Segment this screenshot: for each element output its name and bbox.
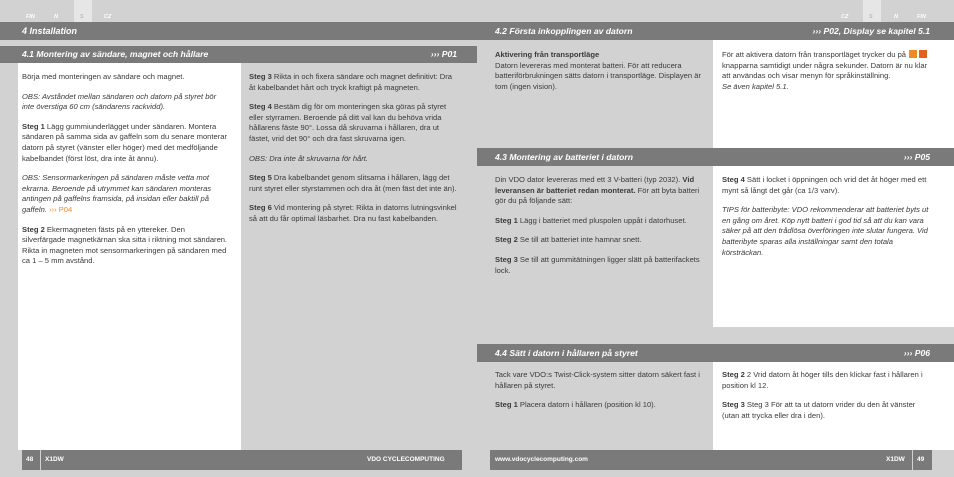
- step-1: Steg 1 Placera datorn i hållaren (position kl 10).: [495, 400, 656, 410]
- step-4: Steg 4 Bestäm dig för om monteringen ska göras på styret eller styrramen. Beroende på ditt val kan du behöva vrida hållarens fäste 90°. Lossa då skruvarna i hållaren, dra ut fästet, vrid det 90° och dra fast skruvarna igen.: [249, 102, 447, 143]
- note: OBS: Avståndet mellan sändaren och datorn på styret bör inte överstiga 60 cm (sändarens rackvidd).: [22, 91, 217, 112]
- step-4: Steg 4 Sätt i locket i öppningen och vrid det åt höger med ett mynt så långt det går (ca 1/3 varv).: [722, 175, 927, 195]
- website-link[interactable]: www.vdocyclecomputing.com: [495, 456, 588, 463]
- lang-s: S: [80, 14, 84, 20]
- note: OBS: Sensormarkeringen på sändaren måste vetta mot ekrarna. Beroende på utrymmet kan sändaren monteras antingen på gaffelns framsida, på insidan eller baktill på gaffeln. ››› P04: [22, 173, 212, 214]
- tip: TIPS för batteribyte: VDO rekommenderar att batteriet byts ut en gång om året. Köp nytt batteri i god tid så att du kan vara säker på att den trådlösa överföringen inte slutar fungera. Vid batteribyte sparas alla inställningar samt den totala körsträckan.: [722, 205, 929, 257]
- lang-cz: CZ: [841, 14, 849, 20]
- section-ref: ››› P01: [430, 49, 457, 59]
- lang-n: N: [54, 14, 58, 20]
- section-title: 4.2 Första inkopplingen av datorn: [495, 26, 633, 36]
- section-title: 4.3 Montering av batteriet i datorn: [495, 152, 633, 162]
- page-number-left: 48: [26, 456, 34, 463]
- section-header-4-1: [0, 46, 477, 63]
- button-icon: [919, 50, 927, 58]
- section-title: 4.1 Montering av sändare, magnet och hållare: [22, 49, 209, 59]
- section-header-4-4: [477, 344, 954, 362]
- step-2: Steg 2 Se till att batteriet inte hamnar snett.: [495, 235, 642, 245]
- left-column-1: [22, 72, 230, 276]
- model-left: X1DW: [45, 456, 64, 463]
- lang-fin: FIN: [26, 14, 35, 20]
- left-column-2: [249, 72, 459, 234]
- step-3: Steg 3 Se till att gummitätningen ligger slätt på batterifackets lock.: [495, 254, 700, 275]
- subheading: Aktivering från transportläge: [495, 50, 600, 59]
- section-header-4-3: [477, 148, 954, 166]
- lang-s: S: [869, 14, 873, 20]
- top-language-bar-right: [477, 0, 954, 22]
- section-ref: ››› P06: [903, 348, 930, 358]
- step-5: Steg 5 Dra kabelbandet genom slitsarna i hållaren, lägg det runt styret eller styrstammen och dra åt (men fäst det inte än).: [249, 173, 457, 193]
- lang-n: N: [894, 14, 898, 20]
- brand: VDO CYCLECOMPUTING: [367, 456, 445, 463]
- step-2: Steg 2 2 Vrid datorn åt höger tills den klickar fast i hållaren i position kl 12.: [722, 370, 923, 390]
- paragraph: Börja med monteringen av sändare och magnet.: [22, 72, 185, 81]
- section-header-4-2: [477, 22, 954, 40]
- section-ref: ››› P05: [903, 152, 930, 162]
- s44-column-2: [722, 370, 934, 430]
- lang-fin: FIN: [917, 14, 926, 20]
- s42-column-2: För att aktivera datorn från transportläget trycker du på knapparna samtidigt under några sekunder. Datorn är nu klar att användas och visar menyn för språkinställning. Se även kapitel 5.1.: [722, 50, 928, 91]
- section-ref: ››› P02, Display se kapitel 5.1: [812, 26, 930, 36]
- step-2: Steg 2 Ekermagneten fästs på en yttereker. Den silverfärgade magnetkärnan ska sitta i riktning mot sändaren. Rikta in magneten mot sensormarkeringen på sändaren med ca 1 – 5 mm avstånd.: [22, 224, 228, 266]
- model-right: X1DW: [886, 456, 905, 463]
- step-3: Steg 3 Rikta in och fixera sändare och magnet definitivt: Dra åt kabelbandet hårt och tryck kraftigt på magneten.: [249, 72, 453, 92]
- note: OBS: Dra inte åt skruvarna för hårt.: [249, 153, 369, 163]
- step-3: Steg 3 Steg 3 För att ta ut datorn vrider du den åt vänster (utan att trycka eller dra i den).: [722, 400, 916, 420]
- ref-link[interactable]: ››› P04: [46, 204, 73, 214]
- section-title: 4.4 Sätt i datorn i hållaren på styret: [495, 348, 638, 358]
- step-6: Steg 6 Vid montering på styret: Rikta in datorns lutningsvinkel så att du får optimal läsbarhet. Dra nu fast kabelbanden.: [249, 203, 457, 223]
- step-1: Steg 1 Lägg i batteriet med pluspolen uppåt i datorhuset.: [495, 215, 687, 225]
- button-icon: [909, 50, 917, 58]
- page-number-right: 49: [917, 456, 925, 463]
- s44-column-1: Tack vare VDO:s Twist-Click-system sitter datorn säkert fast i hållaren på styret. Steg 1 Placera datorn i hållaren (position kl 10).: [495, 370, 700, 410]
- top-language-bar-left: [0, 0, 477, 22]
- s43-column-2: [722, 175, 934, 267]
- s42-column-1: Aktivering från transportläge Datorn levereras med monterat batteri. För att reducera batteriförbrukningen sätts datorn i transportläge. Displayen är tom (ingen vision).: [495, 50, 701, 91]
- lang-cz: CZ: [104, 14, 112, 20]
- s43-column-1: Din VDO dator levereras med ett 3 V-batteri (typ 2032). Vid leveransen är batteriet redan monterat. För att byta batteri gör du på följande sätt: Steg 1 Lägg i batteriet med pluspolen uppåt i datorhuset. Steg 2 Se till att batteriet inte hamnar snett. Steg 3 Se till att gummitätningen ligger slätt på batterifackets lock.: [495, 175, 700, 275]
- chapter-title: 4 Installation: [0, 22, 477, 40]
- step-1: Steg 1 Lägg gummiunderlägget under sändaren. Montera sändaren på samma sida av gaffeln som du senare monterar datorn på styret (vänster eller höger) med det medföljande kabelbandet (först löst, dra inte åt ännu).: [22, 121, 228, 163]
